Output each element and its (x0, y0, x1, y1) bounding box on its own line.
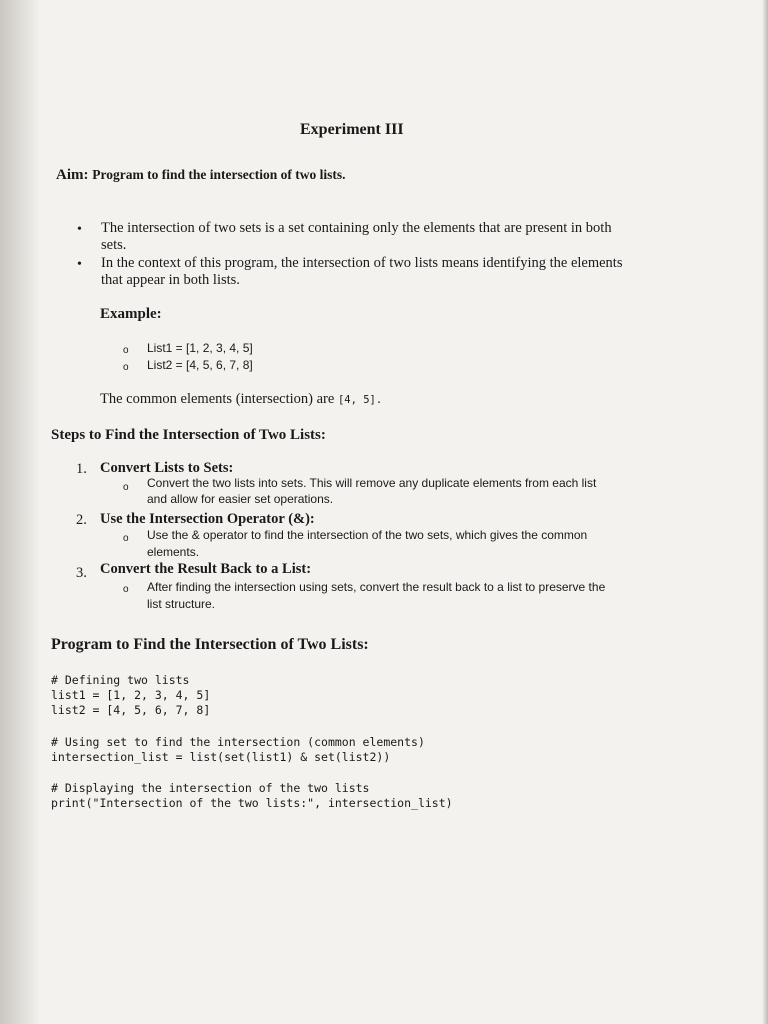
bullet-marker: • (77, 222, 82, 237)
sub-bullet-marker: o (123, 482, 129, 493)
step-1-title: Convert Lists to Sets: (100, 460, 234, 476)
step-1-number: 1. (76, 461, 87, 477)
aim-label: Aim: (56, 167, 89, 183)
steps-heading: Steps to Find the Intersection of Two Lists: (51, 427, 326, 443)
example-list1: List1 = [1, 2, 3, 4, 5] (147, 341, 253, 355)
program-heading: Program to Find the Intersection of Two Lists: (51, 636, 369, 653)
bullet-1-line-2: sets. (101, 237, 127, 253)
code-intersection-list: intersection_list = list(set(list1) & set(list2)) (51, 750, 391, 764)
page-title: Experiment III (300, 121, 404, 138)
step-2-line-2: elements. (147, 545, 200, 559)
step-2-line-1: Use the & operator to find the intersection of the two sets, which gives the common (147, 528, 588, 542)
bullet-1-line-1: The intersection of two sets is a set containing only the elements that are present in both (101, 220, 612, 236)
common-elements-text: The common elements (intersection) are (100, 391, 335, 407)
code-comment-displaying: # Displaying the intersection of the two lists (51, 781, 370, 795)
common-elements-value: [4, 5]. (337, 394, 383, 406)
page-shadow-edge (0, 0, 40, 1024)
sub-bullet-marker: o (123, 584, 129, 595)
example-heading: Example: (100, 306, 162, 322)
code-list1: list1 = [1, 2, 3, 4, 5] (51, 688, 211, 702)
sub-bullet-marker: o (123, 533, 129, 544)
sub-bullet-marker: o (123, 362, 129, 373)
page-right-edge (762, 0, 768, 1024)
aim-line (56, 167, 345, 184)
code-comment-defining: # Defining two lists (51, 673, 190, 687)
step-3-line-2: list structure. (147, 597, 216, 611)
step-3-title: Convert the Result Back to a List: (100, 561, 312, 577)
code-list2: list2 = [4, 5, 6, 7, 8] (51, 703, 211, 717)
step-3-number: 3. (76, 565, 87, 581)
sub-bullet-marker: o (123, 345, 129, 356)
bullet-2-line-2: that appear in both lists. (101, 272, 240, 288)
step-2-title: Use the Intersection Operator (&): (100, 511, 315, 527)
common-elements-line (100, 391, 382, 408)
code-print: print("Intersection of the two lists:", intersection_list) (51, 796, 453, 810)
step-2-number: 2. (76, 512, 87, 528)
example-list2: List2 = [4, 5, 6, 7, 8] (147, 358, 253, 372)
step-1-line-2: and allow for easier set operations. (147, 492, 334, 506)
step-1-line-1: Convert the two lists into sets. This will remove any duplicate elements from each list (147, 476, 597, 490)
aim-text: Program to find the intersection of two lists. (92, 167, 346, 182)
step-3-line-1: After finding the intersection using sets, convert the result back to a list to preserve the (147, 580, 606, 594)
bullet-marker: • (77, 257, 82, 272)
bullet-2-line-1: In the context of this program, the intersection of two lists means identifying the elements (101, 255, 623, 271)
code-comment-using-set: # Using set to find the intersection (common elements) (51, 735, 425, 749)
